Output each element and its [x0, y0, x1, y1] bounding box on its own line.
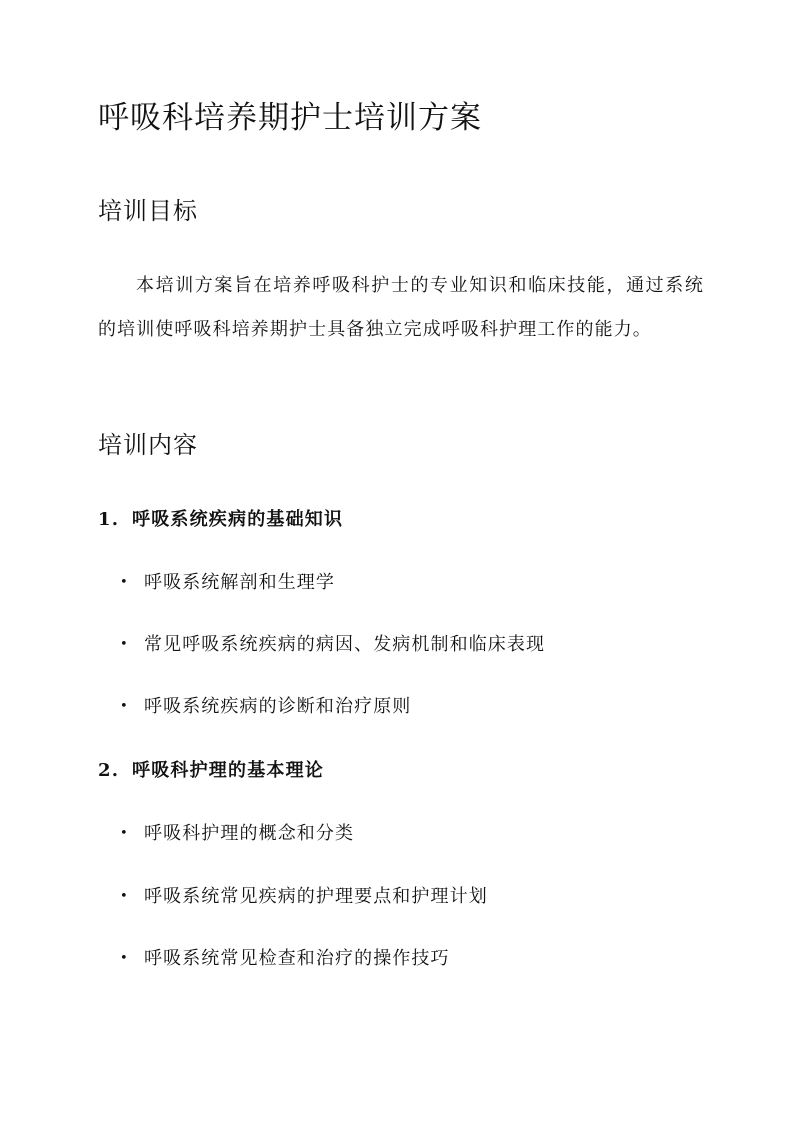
section-title: 呼吸科护理的基本理论 — [132, 760, 324, 781]
document-title: 呼吸科培养期护士培训方案 — [98, 100, 482, 136]
bullet-icon: • — [120, 699, 129, 714]
list-item — [120, 569, 335, 597]
bullet-icon: • — [120, 889, 129, 904]
section-title: 呼吸系统疾病的基础知识 — [132, 509, 344, 530]
goal-paragraph: 本培训方案旨在培养呼吸科护士的专业知识和临床技能，通过系统的培训使呼吸科培养期护士具备独立完成呼吸科护理工作的能力。 — [98, 275, 704, 340]
list-item-text: 呼吸科护理的概念和分类 — [144, 823, 355, 844]
list-item — [120, 693, 411, 721]
list-item — [120, 820, 354, 848]
goal-heading: 培训目标 — [98, 197, 198, 225]
section-number: 2. — [98, 760, 120, 781]
section-number: 1. — [98, 509, 120, 530]
bullet-icon: • — [120, 951, 129, 966]
list-item-text: 呼吸系统常见疾病的护理要点和护理计划 — [144, 886, 488, 907]
list-item-text: 呼吸系统疾病的诊断和治疗原则 — [144, 696, 412, 717]
bullet-icon: • — [120, 637, 129, 652]
bullet-icon: • — [120, 826, 129, 841]
bullet-icon: • — [120, 575, 129, 590]
list-item-text: 呼吸系统常见检查和治疗的操作技巧 — [144, 948, 450, 969]
list-item-text: 常见呼吸系统疾病的病因、发病机制和临床表现 — [144, 634, 546, 655]
content-heading: 培训内容 — [98, 431, 198, 459]
section-heading-1 — [98, 506, 343, 534]
list-item — [120, 631, 545, 659]
section-heading-2 — [98, 757, 324, 785]
list-item-text: 呼吸系统解剖和生理学 — [144, 572, 335, 593]
list-item — [120, 883, 488, 911]
list-item — [120, 945, 450, 973]
